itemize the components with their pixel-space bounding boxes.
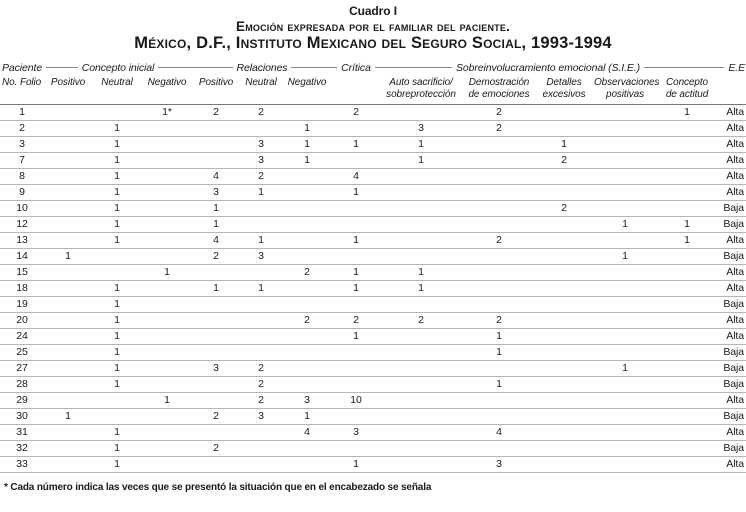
cell-ee: Baja — [723, 361, 744, 374]
table-subtitle: Emoción expresada por el familiar del paciente. — [235, 19, 510, 34]
table-row — [0, 185, 746, 201]
cell-ee: Alta — [726, 233, 744, 246]
column-header-ee-spacer — [716, 77, 746, 101]
cell-ee: Alta — [726, 185, 744, 198]
cell-value: 1 — [114, 121, 120, 134]
cell-value: 1 — [114, 377, 120, 390]
cell-value: 1 — [353, 329, 359, 342]
column-header-detalles: Detalles excesivos — [542, 77, 586, 100]
cell-value: 1 — [684, 217, 690, 230]
cell-ee: Baja — [723, 409, 744, 422]
column-header-observaciones: Observaciones positivas — [594, 77, 660, 100]
cell-folio: 2 — [19, 121, 25, 134]
table-row — [0, 345, 746, 361]
cell-value: 1 — [114, 297, 120, 310]
column-header-auto-sacrificio: Auto sacrificio/ sobreprotección — [386, 77, 456, 100]
cell-value: 1 — [353, 265, 359, 278]
table-row — [0, 393, 746, 409]
cell-folio: 18 — [16, 281, 28, 294]
cell-ee: Alta — [726, 121, 744, 134]
cell-folio: 19 — [16, 297, 28, 310]
table-row — [0, 425, 746, 441]
cell-ee: Baja — [723, 297, 744, 310]
cell-value: 1 — [418, 281, 424, 294]
table-row — [0, 217, 746, 233]
group-header-label: E.E — [724, 61, 746, 75]
cell-ee: Baja — [723, 201, 744, 214]
cell-value: 2 — [258, 169, 264, 182]
table-subtitle-location: México, D.F., Instituto Mexicano del Seguro Social, 1993-1994 — [134, 34, 612, 52]
cell-value: 2 — [213, 409, 219, 422]
table-row — [0, 121, 746, 137]
cell-value: 1 — [114, 169, 120, 182]
cell-value: 1 — [114, 457, 120, 470]
cell-folio: 15 — [16, 265, 28, 278]
table-subheader-row — [0, 75, 746, 105]
cell-value: 1 — [65, 249, 71, 262]
cell-value: 2 — [496, 105, 502, 118]
cell-folio: 29 — [16, 393, 28, 406]
table-row — [0, 233, 746, 249]
group-header-concepto-inicial — [44, 60, 192, 75]
cell-value: 1 — [258, 233, 264, 246]
cell-value: 1 — [114, 329, 120, 342]
cell-value: 2 — [496, 233, 502, 246]
group-header-label: Sobreinvolucramiento emocional (S.I.E.) — [452, 61, 644, 75]
group-header-label: Concepto inicial — [78, 61, 159, 75]
group-header-paciente — [0, 60, 44, 75]
cell-folio: 1 — [19, 105, 25, 118]
table-row — [0, 265, 746, 281]
cell-folio: 3 — [19, 137, 25, 150]
column-header-no-folio: No. Folio — [2, 77, 42, 88]
cell-ee: Alta — [726, 281, 744, 294]
cell-value: 1 — [622, 217, 628, 230]
cell-value: 1 — [258, 281, 264, 294]
data-table — [0, 60, 746, 473]
cell-folio: 12 — [16, 217, 28, 230]
cell-ee: Baja — [723, 345, 744, 358]
cell-value: 1 — [258, 185, 264, 198]
table-body — [0, 105, 746, 473]
cell-value: 1 — [418, 265, 424, 278]
cell-value: 3 — [213, 361, 219, 374]
cell-value: 1 — [304, 409, 310, 422]
cell-value: 2 — [304, 265, 310, 278]
column-header-ci-neutral: Neutral — [101, 77, 133, 88]
table-row — [0, 105, 746, 121]
cell-value: 2 — [213, 441, 219, 454]
cell-value: 4 — [213, 233, 219, 246]
cell-value: 1 — [353, 233, 359, 246]
cell-value: 10 — [350, 393, 362, 406]
cell-folio: 14 — [16, 249, 28, 262]
table-number-title: Cuadro I — [349, 4, 397, 18]
column-header-demostracion: Demostración de emociones — [468, 77, 530, 100]
table-group-header-row — [0, 60, 746, 75]
cell-value: 1 — [496, 377, 502, 390]
cell-ee: Alta — [726, 169, 744, 182]
cell-value: 2 — [353, 313, 359, 326]
cell-value: 1 — [114, 441, 120, 454]
cell-folio: 7 — [19, 153, 25, 166]
table-row — [0, 377, 746, 393]
group-header-label: Relaciones — [233, 61, 292, 75]
column-header-ci-positivo: Positivo — [50, 77, 86, 88]
cell-value: 1 — [114, 185, 120, 198]
group-header-label: Paciente — [0, 61, 46, 75]
cell-value: 1 — [114, 217, 120, 230]
cell-value: 1 — [353, 281, 359, 294]
table-row — [0, 201, 746, 217]
cell-value: 1 — [114, 137, 120, 150]
cell-value: 1 — [213, 201, 219, 214]
cell-value: 1 — [561, 137, 567, 150]
table-row — [0, 153, 746, 169]
cell-ee: Alta — [726, 425, 744, 438]
cell-value: 2 — [258, 105, 264, 118]
column-header-concepto: Concepto de actitud — [665, 77, 709, 100]
cell-value: 1 — [114, 233, 120, 246]
table-row — [0, 441, 746, 457]
cell-folio: 28 — [16, 377, 28, 390]
cell-value: 2 — [258, 393, 264, 406]
cell-folio: 20 — [16, 313, 28, 326]
cell-value: 1 — [114, 201, 120, 214]
table-row — [0, 281, 746, 297]
group-header-relaciones — [192, 60, 332, 75]
cell-ee: Baja — [723, 441, 744, 454]
cell-ee: Alta — [726, 457, 744, 470]
cell-value: 1 — [114, 345, 120, 358]
cell-value: 1 — [353, 185, 359, 198]
cell-value: 1* — [162, 105, 172, 118]
cell-value: 4 — [213, 169, 219, 182]
group-header-ee — [716, 60, 746, 75]
cell-value: 1 — [684, 105, 690, 118]
cell-folio: 24 — [16, 329, 28, 342]
cell-value: 3 — [258, 137, 264, 150]
cell-value: 2 — [561, 201, 567, 214]
cell-value: 3 — [213, 185, 219, 198]
cell-folio: 10 — [16, 201, 28, 214]
column-header-rel-neutral: Neutral — [245, 77, 277, 88]
table-row — [0, 329, 746, 345]
table-row — [0, 457, 746, 473]
cell-value: 1 — [622, 249, 628, 262]
cell-value: 1 — [684, 233, 690, 246]
table-footnote: * Cada número indica las veces que se presentó la situación que en el encabezado se señala — [4, 481, 432, 493]
table-row — [0, 169, 746, 185]
cell-value: 3 — [353, 425, 359, 438]
cell-value: 2 — [496, 313, 502, 326]
cell-value: 1 — [213, 281, 219, 294]
table-row — [0, 249, 746, 265]
cell-value: 1 — [304, 153, 310, 166]
group-header-critica — [332, 60, 380, 75]
cell-value: 2 — [561, 153, 567, 166]
column-header-ci-negativo: Negativo — [147, 77, 187, 88]
cell-value: 3 — [418, 121, 424, 134]
cell-value: 1 — [164, 393, 170, 406]
cell-value: 4 — [353, 169, 359, 182]
cell-value: 3 — [258, 249, 264, 262]
cell-value: 1 — [304, 121, 310, 134]
cell-ee: Alta — [726, 153, 744, 166]
cell-value: 1 — [164, 265, 170, 278]
cell-value: 2 — [258, 377, 264, 390]
column-header-critica-spacer — [332, 77, 380, 101]
cell-value: 4 — [304, 425, 310, 438]
cell-value: 1 — [114, 281, 120, 294]
cell-folio: 8 — [19, 169, 25, 182]
cell-value: 1 — [213, 217, 219, 230]
cell-folio: 30 — [16, 409, 28, 422]
cell-ee: Alta — [726, 137, 744, 150]
cell-ee: Alta — [726, 329, 744, 342]
cell-ee: Baja — [723, 249, 744, 262]
cell-value: 1 — [114, 153, 120, 166]
cell-value: 3 — [496, 457, 502, 470]
group-header-sie — [380, 60, 716, 75]
cell-value: 1 — [353, 137, 359, 150]
cell-ee: Alta — [726, 105, 744, 118]
cell-value: 1 — [304, 137, 310, 150]
cell-ee: Baja — [723, 377, 744, 390]
cell-value: 2 — [213, 249, 219, 262]
table-row — [0, 313, 746, 329]
column-header-rel-positivo: Positivo — [198, 77, 234, 88]
cell-value: 3 — [304, 393, 310, 406]
cell-folio: 9 — [19, 185, 25, 198]
cell-value: 2 — [496, 121, 502, 134]
cell-value: 2 — [353, 105, 359, 118]
table-row — [0, 361, 746, 377]
cell-ee: Alta — [726, 313, 744, 326]
cell-value: 1 — [496, 345, 502, 358]
cell-value: 2 — [304, 313, 310, 326]
cell-folio: 32 — [16, 441, 28, 454]
table-row — [0, 409, 746, 425]
cell-value: 4 — [496, 425, 502, 438]
cell-value: 1 — [418, 137, 424, 150]
group-header-label: Crítica — [337, 61, 375, 75]
cell-value: 2 — [258, 361, 264, 374]
cell-value: 2 — [213, 105, 219, 118]
cell-value: 3 — [258, 409, 264, 422]
cell-folio: 27 — [16, 361, 28, 374]
cell-ee: Alta — [726, 393, 744, 406]
cell-folio: 13 — [16, 233, 28, 246]
cell-value: 1 — [65, 409, 71, 422]
column-header-rel-negativo: Negativo — [287, 77, 327, 88]
cell-value: 1 — [114, 361, 120, 374]
cell-ee: Alta — [726, 265, 744, 278]
cell-value: 1 — [114, 313, 120, 326]
cell-folio: 25 — [16, 345, 28, 358]
cell-folio: 33 — [16, 457, 28, 470]
table-row — [0, 137, 746, 153]
cell-ee: Baja — [723, 217, 744, 230]
cell-folio: 31 — [16, 425, 28, 438]
cell-value: 3 — [258, 153, 264, 166]
cell-value: 1 — [353, 457, 359, 470]
cell-value: 2 — [418, 313, 424, 326]
table-row — [0, 297, 746, 313]
cell-value: 1 — [622, 361, 628, 374]
cell-value: 1 — [418, 153, 424, 166]
cell-value: 1 — [114, 425, 120, 438]
cell-value: 1 — [496, 329, 502, 342]
